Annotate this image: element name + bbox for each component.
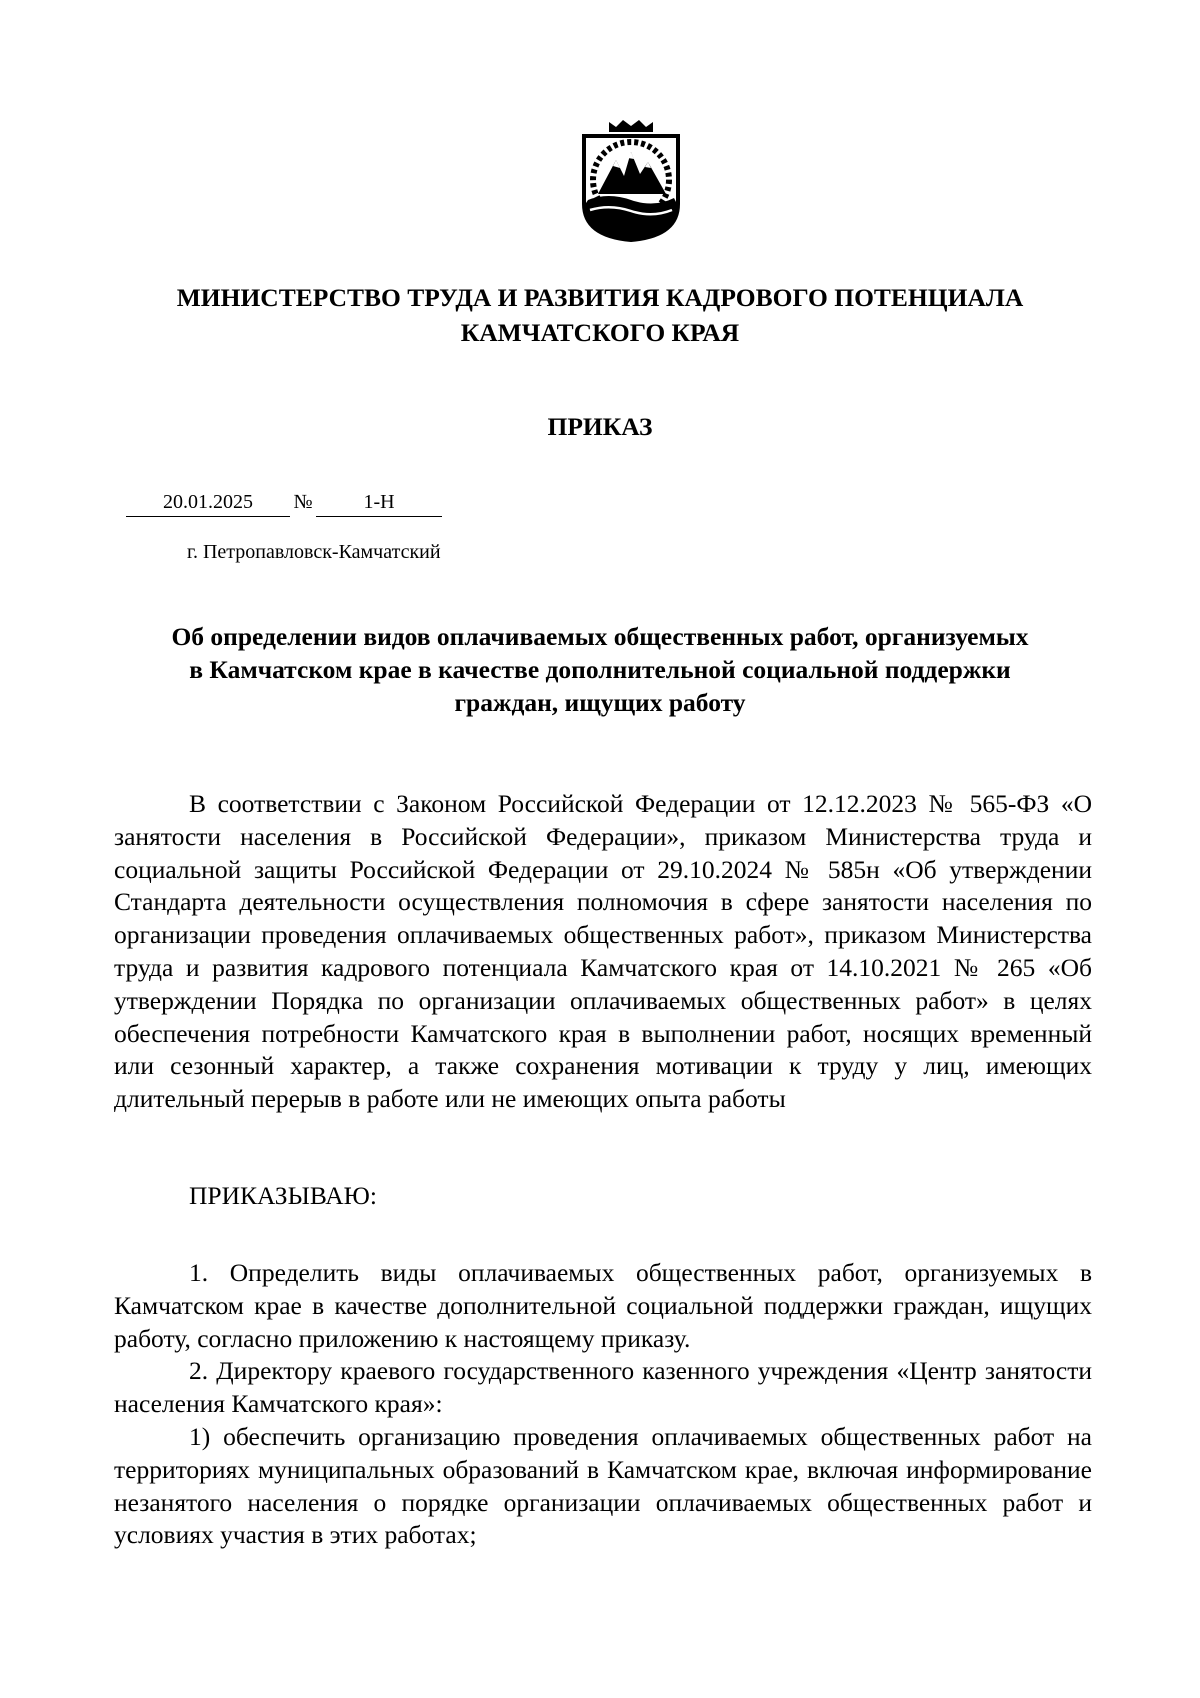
order-subject xyxy=(100,620,1100,719)
order-items xyxy=(114,1257,1092,1552)
ministry-name xyxy=(100,280,1100,350)
order-word xyxy=(114,1180,1092,1213)
order-subject-line3: граждан, ищущих работу xyxy=(454,688,746,717)
order-subject-line1: Об определении видов оплачиваемых общественных работ, организуемых xyxy=(171,622,1029,651)
number-sign: № xyxy=(293,491,313,513)
kamchatka-coat-of-arms-icon xyxy=(576,118,686,242)
order-item-2-1: 1) обеспечить организацию проведения оплачиваемых общественных работ на территориях муниципальных образований в Камчатском крае, включая информирование незанятого населения о порядке организации оплачиваемых общественных работ и условиях участия в этих работах; xyxy=(114,1421,1092,1550)
order-subject-line2: в Камчатском крае в качестве дополнительной социальной поддержки xyxy=(189,655,1011,684)
order-date-number xyxy=(126,488,442,517)
preamble-paragraph xyxy=(114,788,1092,1116)
order-item-2: 2. Директору краевого государственного казенного учреждения «Центр занятости населения Камчатского края»: xyxy=(114,1356,1092,1419)
document-type: ПРИКАЗ xyxy=(547,412,653,441)
order-number: 1-Н xyxy=(316,488,442,517)
ministry-name-line2: КАМЧАТСКОГО КРАЯ xyxy=(460,318,740,347)
order-word-text: ПРИКАЗЫВАЮ: xyxy=(189,1181,377,1210)
order-date: 20.01.2025 xyxy=(126,488,290,517)
order-item-1: 1. Определить виды оплачиваемых общественных работ, организуемых в Камчатском крае в качестве дополнительной социальной поддержки граждан, ищущих работу, согласно приложению к настоящему приказу. xyxy=(114,1258,1092,1353)
preamble-text: В соответствии с Законом Российской Федерации от 12.12.2023 № 565-ФЗ «О занятости населения в Российской Федерации», приказом Министерства труда и социальной защиты Российской Федерации от 29.10.2024 № 585н «Об утверждении Стандарта деятельности осуществления полномочия в сфере занятости населения по организации проведения оплачиваемых общественных работ», приказом Министерства труда и развития кадрового потенциала Камчатского края от 14.10.2021 № 265 «Об утверждении Порядка по организации оплачиваемых общественных работ» в целях обеспечения потребности Камчатского края в выполнении работ, носящих временный или сезонный характер, а также сохранения мотивации к труду у лиц, имеющих длительный перерыв в работе или не имеющих опыта работы xyxy=(114,789,1092,1114)
ministry-name-line1: МИНИСТЕРСТВО ТРУДА И РАЗВИТИЯ КАДРОВОГО ПОТЕНЦИАЛА xyxy=(176,283,1024,312)
city-name: г. Петропавловск-Камчатский xyxy=(187,541,441,563)
